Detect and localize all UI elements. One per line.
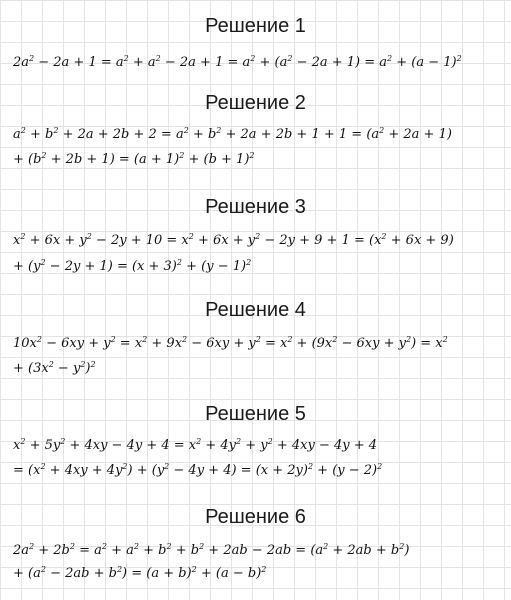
equation-line: $a^2 + b^2 + 2a + 2b + 2 = a^2 + b^2 + 2a + 2b + 1 + 1 = (a^2 + 2a + 1)$ [13,126,452,142]
equation-line: $2a^2 + 2b^2 = a^2 + a^2 + b^2 + b^2 + 2ab - 2ab = (a^2 + 2ab + b^2)$ [13,542,410,558]
solution-title: Решение 6 [205,506,306,528]
solution-title: Решение 3 [205,196,306,218]
equation-line: + $(b^2 + 2b + 1) = (a + 1)^2 + (b + 1)^2$ [13,151,255,167]
solution-title: Решение 1 [205,15,306,37]
equation-line: + $(3x^2 - y^2)^2$ [13,360,96,376]
solution-title: Решение 5 [205,403,306,425]
solution-title: Решение 2 [205,92,306,114]
equation-line: + $(a^2 - 2ab + b^2) = (a + b)^2 + (a - b)^2$ [13,565,267,581]
equation-line: = $(x^2 + 4xy + 4y^2) + (y^2 - 4y + 4) = (x + 2y)^2 + (y - 2)^2$ [13,462,383,478]
equation-line: $2a^2 - 2a + 1 = a^2 + a^2 - 2a + 1 = a^2 + (a^2 - 2a + 1) = a^2 + (a - 1)^2$ [13,54,462,70]
equation-line: + $(y^2 - 2y + 1) = (x + 3)^2 + (y - 1)^2$ [13,258,252,274]
equation-line: $x^2 + 6x + y^2 - 2y + 10 = x^2 + 6x + y^2 - 2y + 9 + 1 = (x^2 + 6x + 9)$ [13,232,454,248]
solution-title: Решение 4 [205,299,306,321]
equation-line: $10x^2 - 6xy + y^2 = x^2 + 9x^2 - 6xy + y^2 = x^2 + (9x^2 - 6xy + y^2) = x^2$ [13,335,448,351]
equation-line: $x^2 + 5y^2 + 4xy - 4y + 4 = x^2 + 4y^2 + y^2 + 4xy - 4y + 4$ [13,437,377,453]
